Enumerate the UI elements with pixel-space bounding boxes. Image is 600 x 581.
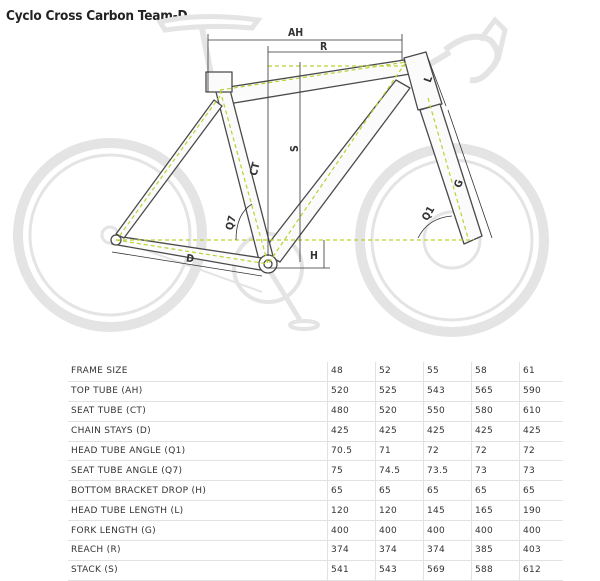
cell-value: 525 [376,381,424,401]
table-row [68,461,563,481]
cell-value: 61 [520,362,564,381]
geometry-table [68,362,563,581]
label-s: S [289,145,301,152]
cell-value: 48 [328,362,376,381]
cell-value: 425 [520,421,564,441]
row-label: HEAD TUBE LENGTH (L) [68,501,328,521]
label-r: R [320,41,328,53]
saddle [160,16,258,30]
pedal [290,321,318,329]
label-q7: Q7 [223,214,239,232]
label-ct: CT [247,161,263,178]
row-label: REACH (R) [68,541,328,561]
cell-value: 550 [424,401,472,421]
cell-value: 165 [472,501,520,521]
cell-value: 541 [328,560,376,580]
cell-value: 72 [520,441,564,461]
cell-value: 400 [328,521,376,541]
cell-value: 75 [328,461,376,481]
label-q1: Q1 [419,204,438,223]
cell-value: 65 [472,481,520,501]
cell-value: 120 [328,501,376,521]
cell-value: 565 [472,381,520,401]
label-d: D [185,252,195,266]
cell-value: 74.5 [376,461,424,481]
page-title: Cyclo Cross Carbon Team-D [6,8,188,24]
cell-value: 65 [424,481,472,501]
cell-value: 65 [328,481,376,501]
cell-value: 72 [424,441,472,461]
cell-value: 73 [520,461,564,481]
cell-value: 520 [328,381,376,401]
cell-value: 145 [424,501,472,521]
row-label: FORK LENGTH (G) [68,521,328,541]
cell-value: 480 [328,401,376,421]
cell-value: 543 [376,560,424,580]
table-row [68,421,563,441]
table-row [68,501,563,521]
cell-value: 374 [376,541,424,561]
cell-value: 374 [424,541,472,561]
row-label: HEAD TUBE ANGLE (Q1) [68,441,328,461]
cell-value: 70.5 [328,441,376,461]
cell-value: 73.5 [424,461,472,481]
bike-silhouette [18,16,544,332]
row-label: CHAIN STAYS (D) [68,421,328,441]
cell-value: 400 [472,521,520,541]
cell-value: 425 [376,421,424,441]
cell-value: 71 [376,441,424,461]
seat-stay [116,100,222,238]
cell-value: 610 [520,401,564,421]
table-row [68,481,563,501]
cell-value: 580 [472,401,520,421]
cell-value: 520 [376,401,424,421]
cell-value: 400 [424,521,472,541]
cell-value: 400 [520,521,564,541]
cell-value: 588 [472,560,520,580]
cell-value: 72 [472,441,520,461]
row-label: FRAME SIZE [68,362,328,381]
cell-value: 52 [376,362,424,381]
cell-value: 120 [376,501,424,521]
seat-tube [216,90,274,264]
cell-value: 73 [472,461,520,481]
label-ah: AH [288,27,304,39]
cell-value: 65 [376,481,424,501]
cell-value: 374 [328,541,376,561]
row-label: SEAT TUBE ANGLE (Q7) [68,461,328,481]
cell-value: 425 [472,421,520,441]
bottom-bracket-inner [264,260,272,268]
cell-value: 55 [424,362,472,381]
cell-value: 612 [520,560,564,580]
table-row [68,441,563,461]
label-g: G [452,178,466,190]
row-label: SEAT TUBE (CT) [68,401,328,421]
cell-value: 425 [328,421,376,441]
table-row [68,401,563,421]
table-row [68,521,563,541]
table-row [68,560,563,580]
cell-value: 403 [520,541,564,561]
label-l: L [421,74,436,85]
cell-value: 400 [376,521,424,541]
cell-value: 425 [424,421,472,441]
cell-value: 385 [472,541,520,561]
row-label: BOTTOM BRACKET DROP (H) [68,481,328,501]
cell-value: 190 [520,501,564,521]
crank-arm [268,268,300,320]
cell-value: 65 [520,481,564,501]
cell-value: 569 [424,560,472,580]
row-label: STACK (S) [68,560,328,580]
cell-value: 590 [520,381,564,401]
cell-value: 543 [424,381,472,401]
table-header-row [68,362,563,381]
cell-value: 58 [472,362,520,381]
table-row [68,381,563,401]
label-h: H [310,250,318,262]
table-row [68,541,563,561]
row-label: TOP TUBE (AH) [68,381,328,401]
